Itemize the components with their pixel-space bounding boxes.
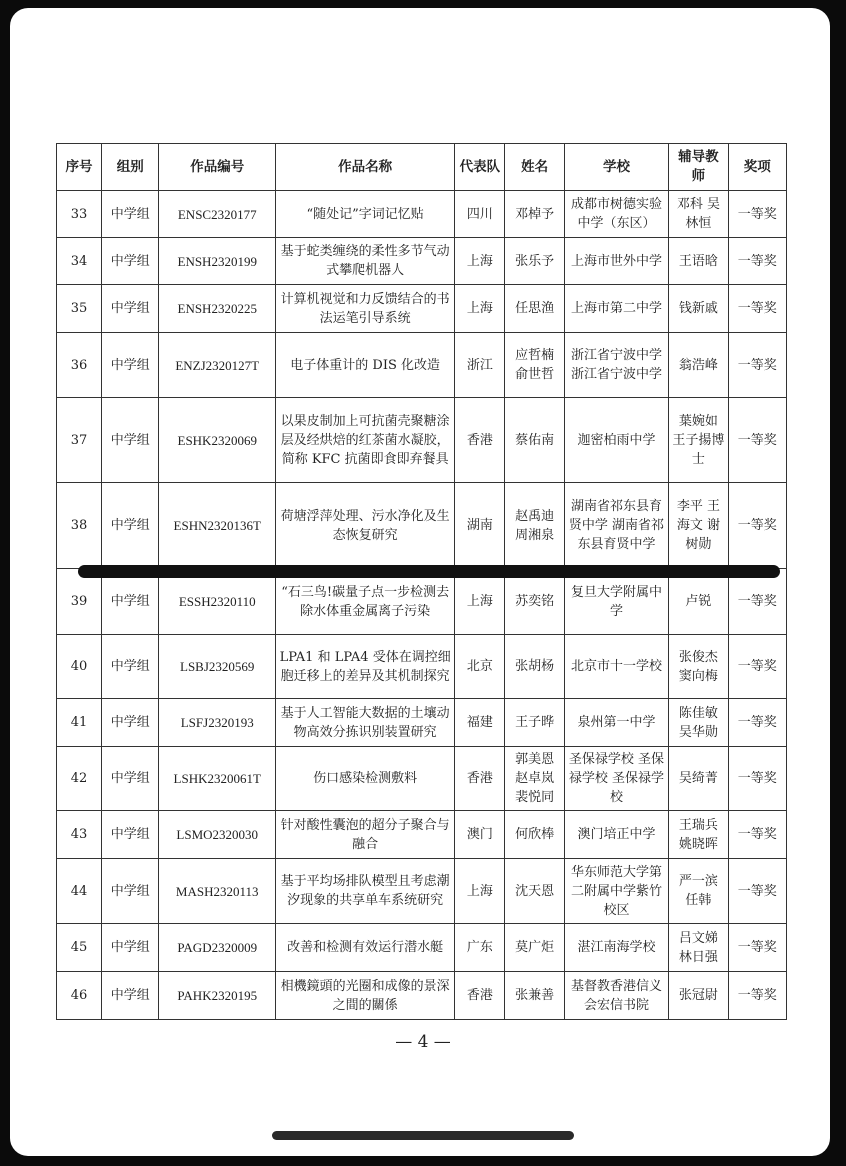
cell-school: 迦密柏雨中学 <box>564 398 668 483</box>
cell-award: 一等奖 <box>728 483 786 569</box>
cell-tutors: 邓科 吴林恒 <box>669 191 728 238</box>
cell-number: 38 <box>57 483 102 569</box>
cell-team: 四川 <box>455 191 505 238</box>
cell-tutors: 王语晗 <box>669 238 728 285</box>
cell-code: LSMO2320030 <box>159 811 276 859</box>
cell-code: ESSH2320110 <box>159 569 276 635</box>
table-row <box>57 569 787 635</box>
cell-title: “随处记”字词记忆贴 <box>276 191 455 238</box>
table-row <box>57 191 787 238</box>
cell-school: 基督教香港信义会宏信书院 <box>564 972 668 1020</box>
cell-award: 一等奖 <box>728 972 786 1020</box>
cell-title: 基于人工智能大数据的土壤动物高效分拣识别装置研究 <box>276 699 455 747</box>
cell-award: 一等奖 <box>728 333 786 398</box>
table-row <box>57 483 787 569</box>
cell-title: 电子体重计的 DIS 化改造 <box>276 333 455 398</box>
table-row <box>57 699 787 747</box>
column-header: 辅导教师 <box>669 144 728 191</box>
cell-title: LPA1 和 LPA4 受体在调控细胞迁移上的差异及其机制探究 <box>276 635 455 699</box>
table-row <box>57 635 787 699</box>
column-header: 作品名称 <box>276 144 455 191</box>
cell-group: 中学组 <box>102 747 159 811</box>
cell-group: 中学组 <box>102 699 159 747</box>
cell-school: 复旦大学附属中学 <box>564 569 668 635</box>
cell-names: 任思渔 <box>505 285 564 333</box>
cell-code: ENSH2320225 <box>159 285 276 333</box>
cell-award: 一等奖 <box>728 747 786 811</box>
home-indicator[interactable] <box>272 1131 574 1140</box>
cell-title: “石三鸟!碳量子点一步检测去除水体重金属离子污染 <box>276 569 455 635</box>
cell-number: 39 <box>57 569 102 635</box>
cell-group: 中学组 <box>102 285 159 333</box>
cell-award: 一等奖 <box>728 699 786 747</box>
column-header: 序号 <box>57 144 102 191</box>
cell-group: 中学组 <box>102 238 159 285</box>
table-row <box>57 859 787 924</box>
cell-group: 中学组 <box>102 859 159 924</box>
cell-school: 北京市十一学校 <box>564 635 668 699</box>
cell-names: 蔡佑南 <box>505 398 564 483</box>
cell-award: 一等奖 <box>728 924 786 972</box>
cell-code: ESHN2320136T <box>159 483 276 569</box>
cell-team: 澳门 <box>455 811 505 859</box>
cell-title: 相機鏡頭的光圈和成像的景深之間的關係 <box>276 972 455 1020</box>
cell-names: 应哲楠 俞世哲 <box>505 333 564 398</box>
table-row <box>57 924 787 972</box>
table-row <box>57 285 787 333</box>
cell-group: 中学组 <box>102 191 159 238</box>
cell-title: 针对酸性囊泡的超分子聚合与融合 <box>276 811 455 859</box>
cell-group: 中学组 <box>102 398 159 483</box>
cell-tutors: 吕文娣 林日强 <box>669 924 728 972</box>
cell-names: 张兼善 <box>505 972 564 1020</box>
cell-number: 43 <box>57 811 102 859</box>
cell-number: 45 <box>57 924 102 972</box>
cell-tutors: 吴绮菁 <box>669 747 728 811</box>
cell-group: 中学组 <box>102 924 159 972</box>
cell-team: 北京 <box>455 635 505 699</box>
column-header: 代表队 <box>455 144 505 191</box>
cell-team: 湖南 <box>455 483 505 569</box>
cell-team: 广东 <box>455 924 505 972</box>
cell-title: 荷塘浮萍处理、污水净化及生态恢复研究 <box>276 483 455 569</box>
cell-number: 37 <box>57 398 102 483</box>
cell-tutors: 钱新戚 <box>669 285 728 333</box>
cell-names: 何欣棒 <box>505 811 564 859</box>
cell-tutors: 张冠尉 <box>669 972 728 1020</box>
cell-number: 40 <box>57 635 102 699</box>
cell-group: 中学组 <box>102 333 159 398</box>
table-header-row <box>57 144 787 191</box>
cell-names: 邓棹予 <box>505 191 564 238</box>
cell-school: 成都市树德实验中学（东区） <box>564 191 668 238</box>
cell-names: 郭美恩 赵卓岚 裴悦同 <box>505 747 564 811</box>
cell-school: 湖南省祁东县育贤中学 湖南省祁东县育贤中学 <box>564 483 668 569</box>
cell-tutors: 卢锐 <box>669 569 728 635</box>
cell-group: 中学组 <box>102 972 159 1020</box>
cell-tutors: 张俊杰 窦向梅 <box>669 635 728 699</box>
cell-award: 一等奖 <box>728 569 786 635</box>
cell-title: 伤口感染检测敷料 <box>276 747 455 811</box>
cell-tutors: 陈佳敏 吴华勋 <box>669 699 728 747</box>
cell-group: 中学组 <box>102 811 159 859</box>
cell-school: 上海市世外中学 <box>564 238 668 285</box>
cell-code: ENSC2320177 <box>159 191 276 238</box>
column-header: 组别 <box>102 144 159 191</box>
cell-names: 沈天恩 <box>505 859 564 924</box>
cell-code: ESHK2320069 <box>159 398 276 483</box>
redaction-line <box>78 565 780 578</box>
cell-number: 41 <box>57 699 102 747</box>
cell-tutors: 葉婉如 王子揚博士 <box>669 398 728 483</box>
cell-code: LSBJ2320569 <box>159 635 276 699</box>
cell-school: 澳门培正中学 <box>564 811 668 859</box>
cell-names: 王子晔 <box>505 699 564 747</box>
cell-award: 一等奖 <box>728 285 786 333</box>
table-row <box>57 811 787 859</box>
table-row <box>57 747 787 811</box>
cell-tutors: 王瑞兵 姚晓晖 <box>669 811 728 859</box>
cell-names: 张乐予 <box>505 238 564 285</box>
table-row <box>57 398 787 483</box>
cell-code: PAHK2320195 <box>159 972 276 1020</box>
cell-code: MASH2320113 <box>159 859 276 924</box>
cell-tutors: 李平 王海文 谢树勋 <box>669 483 728 569</box>
column-header: 奖项 <box>728 144 786 191</box>
cell-team: 香港 <box>455 747 505 811</box>
cell-number: 34 <box>57 238 102 285</box>
cell-title: 改善和检测有效运行潜水艇 <box>276 924 455 972</box>
cell-code: ENZJ2320127T <box>159 333 276 398</box>
cell-names: 苏奕铭 <box>505 569 564 635</box>
cell-number: 35 <box>57 285 102 333</box>
column-header: 作品编号 <box>159 144 276 191</box>
cell-code: ENSH2320199 <box>159 238 276 285</box>
cell-award: 一等奖 <box>728 398 786 483</box>
cell-school: 泉州第一中学 <box>564 699 668 747</box>
table-row <box>57 238 787 285</box>
cell-team: 香港 <box>455 972 505 1020</box>
cell-award: 一等奖 <box>728 859 786 924</box>
cell-award: 一等奖 <box>728 191 786 238</box>
cell-school: 上海市第二中学 <box>564 285 668 333</box>
cell-team: 上海 <box>455 238 505 285</box>
cell-school: 圣保禄学校 圣保禄学校 圣保禄学校 <box>564 747 668 811</box>
cell-team: 上海 <box>455 859 505 924</box>
cell-group: 中学组 <box>102 569 159 635</box>
cell-number: 33 <box>57 191 102 238</box>
cell-team: 福建 <box>455 699 505 747</box>
cell-group: 中学组 <box>102 483 159 569</box>
cell-team: 香港 <box>455 398 505 483</box>
page-number: — 4 — <box>395 1032 451 1052</box>
cell-school: 湛江南海学校 <box>564 924 668 972</box>
cell-group: 中学组 <box>102 635 159 699</box>
cell-code: LSHK2320061T <box>159 747 276 811</box>
cell-number: 42 <box>57 747 102 811</box>
cell-tutors: 翁浩峰 <box>669 333 728 398</box>
cell-award: 一等奖 <box>728 238 786 285</box>
cell-code: PAGD2320009 <box>159 924 276 972</box>
cell-title: 以果皮制加上可抗菌壳聚糖涂层及经烘焙的红茶菌水凝胶，简称 KFC 抗菌即食即弃餐具 <box>276 398 455 483</box>
cell-names: 莫广炬 <box>505 924 564 972</box>
cell-code: LSFJ2320193 <box>159 699 276 747</box>
table-row <box>57 333 787 398</box>
cell-title: 计算机视觉和力反馈结合的书法运笔引导系统 <box>276 285 455 333</box>
cell-award: 一等奖 <box>728 635 786 699</box>
cell-number: 44 <box>57 859 102 924</box>
cell-award: 一等奖 <box>728 811 786 859</box>
cell-names: 张胡杨 <box>505 635 564 699</box>
cell-team: 浙江 <box>455 333 505 398</box>
column-header: 姓名 <box>505 144 564 191</box>
cell-tutors: 严一滨 任韩 <box>669 859 728 924</box>
cell-team: 上海 <box>455 569 505 635</box>
cell-title: 基于平均场排队模型且考虑潮汐现象的共享单车系统研究 <box>276 859 455 924</box>
awards-table <box>56 143 787 1020</box>
cell-number: 36 <box>57 333 102 398</box>
cell-title: 基于蛇类缠绕的柔性多节气动式攀爬机器人 <box>276 238 455 285</box>
cell-team: 上海 <box>455 285 505 333</box>
cell-school: 浙江省宁波中学 浙江省宁波中学 <box>564 333 668 398</box>
cell-school: 华东师范大学第二附属中学紫竹校区 <box>564 859 668 924</box>
cell-number: 46 <box>57 972 102 1020</box>
column-header: 学校 <box>564 144 668 191</box>
table-row <box>57 972 787 1020</box>
cell-names: 赵禹迪 周湘泉 <box>505 483 564 569</box>
